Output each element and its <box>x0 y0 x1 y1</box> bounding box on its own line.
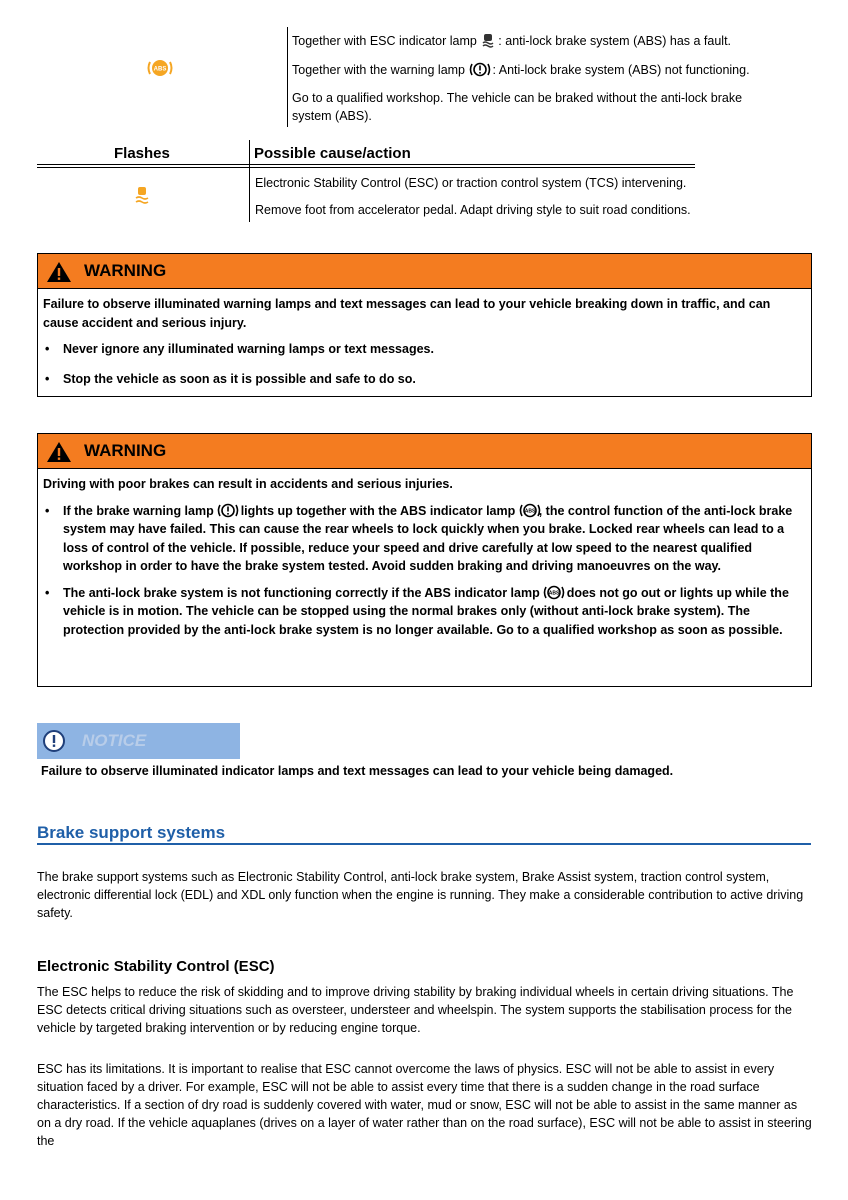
flash-row-line-1: Electronic Stability Control (ESC) or traction control system (TCS) intervening. <box>255 176 687 190</box>
svg-text:ABS: ABS <box>548 590 560 596</box>
esc-paragraph-2: ESC has its limitations. It is important to realise that ESC cannot overcome the laws of physics. ESC will not be able to assist in every situation faced by a driver. For example, ESC will not be able to assist every time that there is a sudden change in the road surface characteristics. If a section of dry road is suddenly covered with water, mud or snow, ESC will not be able to assist in the same manner as on a dry road. If the vehicle aquaplanes (drives on a layer of water rather than on the road surface), ESC will not be able to assist in steering the <box>37 1062 812 1148</box>
warning-title: WARNING <box>84 261 167 280</box>
esc-paragraph-1: The ESC helps to reduce the risk of skidding and to improve driving stability by braking individual wheels in certain driving situations. The ESC detects critical driving situations such as oversteer, understeer and wheelspin. The system supports the stabilisation process for the vehicle by targeted braking intervention or by reducing engine torque. <box>37 985 794 1035</box>
svg-text:ABS: ABS <box>153 66 167 73</box>
list-item: • Never ignore any illuminated warning lamps or text messages. <box>45 342 434 356</box>
section-title: Brake support systems <box>37 823 226 842</box>
warning-header <box>38 434 811 469</box>
list-item: • If the brake warning lamp lights up together with the ABS indicator lamp ABS , the control function of the anti-lock brake system may have failed. This can cause the rear wheels to lock quickly when you brake. Locked rear wheels can lead to a loss of control of the vehicle. If possible, reduce your speed and drive carefully at low speed to the nearest qualified workshop in order to have the brake system tested. Avoid sudden braking and driving manoeuvres on the way. <box>45 503 793 573</box>
table-divider <box>287 27 288 127</box>
notice-text: Failure to observe illuminated indicator lamps and text messages can lead to your vehicle being damaged. <box>41 764 674 778</box>
abs-amber-lamp-icon <box>147 58 173 83</box>
notice-header <box>37 723 240 759</box>
warning-title: WARNING <box>84 441 167 460</box>
svg-text:ABS: ABS <box>524 508 536 514</box>
column-header-cause: Possible cause/action <box>254 145 411 162</box>
table-divider <box>249 140 250 222</box>
flash-row-line-2: Remove foot from accelerator pedal. Adapt driving style to suit road conditions. <box>255 203 691 217</box>
abs-lamp-icon <box>543 584 563 600</box>
warning-header <box>38 254 811 289</box>
abs-lamp-icon <box>519 502 539 518</box>
warning-intro: Driving with poor brakes can result in accidents and serious injuries. <box>43 477 453 491</box>
warning-box <box>37 433 812 687</box>
section-rule <box>37 843 811 845</box>
warning-box <box>37 253 812 397</box>
brake-warning-icon <box>217 502 237 518</box>
table-rule <box>37 164 695 165</box>
lamp-row-line-3: Go to a qualified workshop. The vehicle can be braked without the anti-lock brake system (ABS). <box>292 91 743 123</box>
brake-warning-icon <box>469 61 493 83</box>
table-rule <box>37 167 695 168</box>
list-item: • The anti-lock brake system is not functioning correctly if the ABS indicator lamp ABS does not go out or lights up while the vehicle is in motion. The vehicle can be stopped using the normal brakes only (without anti-lock brake system). The protection provided by the anti-lock brake system is no longer available. Go to a qualified workshop as soon as possible. <box>45 585 789 637</box>
notice-title: NOTICE <box>82 731 147 750</box>
lamp-row-line-1: Together with ESC indicator lamp : anti-lock brake system (ABS) has a fault. <box>292 32 792 53</box>
esc-amber-lamp-icon <box>134 186 150 209</box>
subsection-title: Electronic Stability Control (ESC) <box>37 958 275 975</box>
list-item: • Stop the vehicle as soon as it is possible and safe to do so. <box>45 371 416 386</box>
column-header-flashes: Flashes <box>114 145 170 162</box>
warning-triangle-icon <box>46 441 72 468</box>
notice-icon <box>42 729 66 758</box>
warning-intro: Failure to observe illuminated warning lamps and text messages can lead to your vehicle breaking down in traffic, and can cause accident and serious injury. <box>43 297 771 330</box>
warning-triangle-icon <box>46 261 72 288</box>
esc-lamp-icon <box>480 32 498 53</box>
section-paragraph: The brake support systems such as Electronic Stability Control, anti-lock brake system, Brake Assist system, traction control system, electronic differential lock (EDL) and XDL only function when the engine is running. They make a considerable contribution to active driving safety. <box>37 870 804 920</box>
lamp-row-line-2: Together with the warning lamp : Anti-lock brake system (ABS) not functioning. <box>292 61 792 83</box>
